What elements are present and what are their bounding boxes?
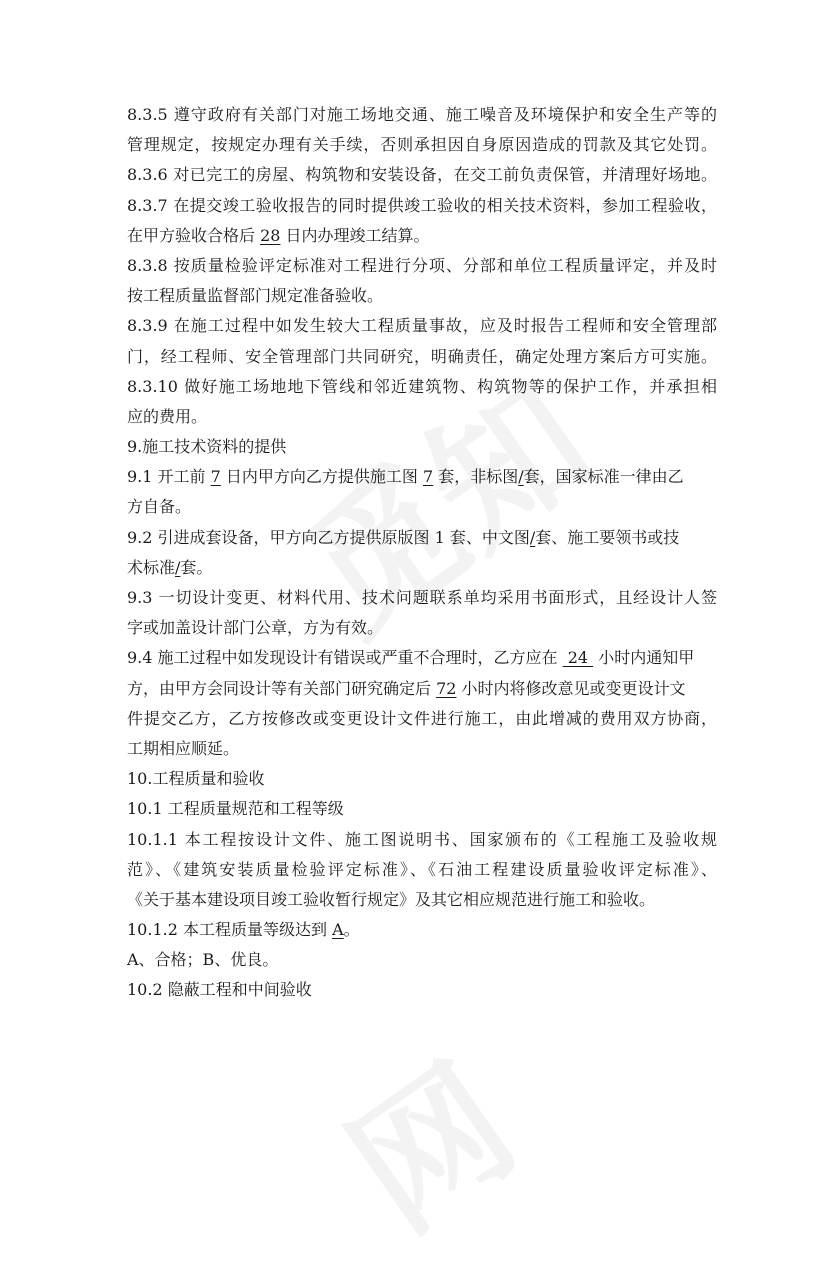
- subsection-heading: 10.1 工程质量规范和工程等级: [127, 799, 344, 819]
- text-segment: 小时内将修改意见或变更设计文: [456, 678, 686, 698]
- underlined-value: 7: [423, 467, 434, 487]
- paragraph-line: 门，经工程师、安全管理部门共同研究，明确责任，确定处理方案后方可实施。: [127, 346, 717, 366]
- paragraph-line: 件提交乙方，乙方按修改或变更设计文件进行施工，由此增减的费用双方协商，: [127, 708, 717, 728]
- paragraph-line: 10.1.1 本工程按设计文件、施工图说明书、国家颁布的《工程施工及验收规: [127, 829, 717, 849]
- text-segment: 套。: [180, 557, 213, 577]
- paragraph-line: 管理规定，按规定办理有关手续，否则承担因自身原因造成的罚款及其它处罚。: [127, 135, 717, 155]
- paragraph-line: [127, 674, 717, 704]
- paragraph-line: [127, 915, 717, 945]
- text-segment: 小时内通知甲: [593, 648, 695, 668]
- paragraph-line: 8.3.7 在提交竣工验收报告的同时提供竣工验收的相关技术资料，参加工程验收，: [127, 195, 717, 215]
- watermark: [302, 1007, 549, 1270]
- underlined-value: /: [529, 527, 536, 547]
- underlined-value: /: [175, 557, 181, 577]
- paragraph-line: 范》、《建筑安装质量检验评定标准》、《石油工程建设质量验收评定标准》、: [127, 859, 717, 879]
- paragraph-line: 8.3.10 做好施工场地地下管线和邻近建筑物、构筑物等的保护工作，并承担相: [127, 376, 717, 396]
- underlined-value: 28: [260, 225, 281, 245]
- paragraph-line: 8.3.5 遵守政府有关部门对施工场地交通、施工噪音及环境保护和安全生产等的: [127, 105, 717, 124]
- paragraph-line: 9.3 一切设计变更、材料代用、技术问题联系单均采用书面形式，且经设计人签: [127, 588, 717, 607]
- underlined-value: 24: [562, 648, 594, 668]
- text-segment: 9.1 开工前: [127, 467, 211, 487]
- paragraph-line: [127, 462, 717, 492]
- paragraph-line: 8.3.6 对已完工的房屋、构筑物和安装设备，在交工前负责保管，并清理好场地。: [127, 165, 717, 185]
- text-segment: 9.2 引进成套设备，甲方向乙方提供原版图 1 套、中文图: [127, 527, 530, 547]
- text-segment: 套、施工要领书或技: [535, 527, 680, 547]
- underlined-value: A: [332, 920, 344, 940]
- underlined-value: 72: [436, 678, 457, 698]
- text-segment: 在甲方验收合格后: [127, 225, 261, 245]
- paragraph-line: 方自备。: [127, 497, 192, 517]
- paragraph-line: 8.3.9 在施工过程中如发生较大工程质量事故，应及时报告工程师和安全管理部: [127, 316, 717, 336]
- paragraph-line: [127, 523, 717, 553]
- text-segment: 9.4 施工过程中如发现设计有错误或严重不合理时，乙方应在: [127, 648, 563, 668]
- paragraph-line: 字或加盖设计部门公章，方为有效。: [127, 618, 384, 638]
- text-segment: 套，国家标准一律由乙: [523, 467, 684, 487]
- text-segment: 方，由甲方会同设计等有关部门研究确定后: [127, 678, 437, 698]
- text-segment: 10.1.2 本工程质量等级达到: [127, 920, 333, 940]
- underlined-value: /: [518, 467, 524, 487]
- paragraph-line: 《关于基本建设项目竣工验收暂行规定》及其它相应规范进行施工和验收。: [127, 889, 656, 909]
- section-heading: 10.工程质量和验收: [127, 769, 265, 789]
- paragraph-line: 应的费用。: [127, 406, 208, 426]
- text-segment: 。: [343, 920, 360, 940]
- paragraph-line: 按工程质量监督部门规定准备验收。: [127, 286, 384, 306]
- section-heading: 9.施工技术资料的提供: [127, 437, 287, 457]
- text-segment: 套，非标图: [433, 467, 519, 487]
- paragraph-line: 8.3.8 按质量检验评定标准对工程进行分项、分部和单位工程质量评定，并及时: [127, 255, 717, 275]
- text-segment: 术标准: [127, 557, 176, 577]
- text-segment: 日内甲方向乙方提供施工图: [220, 467, 423, 487]
- paragraph-line: 工期相应顺延。: [127, 738, 240, 758]
- paragraph-line: [127, 643, 717, 673]
- subsection-heading: 10.2 隐蔽工程和中间验收: [127, 980, 312, 1000]
- paragraph-line: [127, 221, 717, 251]
- underlined-value: 7: [210, 467, 221, 487]
- text-segment: 日内办理竣工结算。: [280, 225, 430, 245]
- paragraph-line: [127, 553, 717, 583]
- paragraph-line: A、合格；B、优良。: [127, 950, 279, 970]
- document-body: [127, 100, 717, 1006]
